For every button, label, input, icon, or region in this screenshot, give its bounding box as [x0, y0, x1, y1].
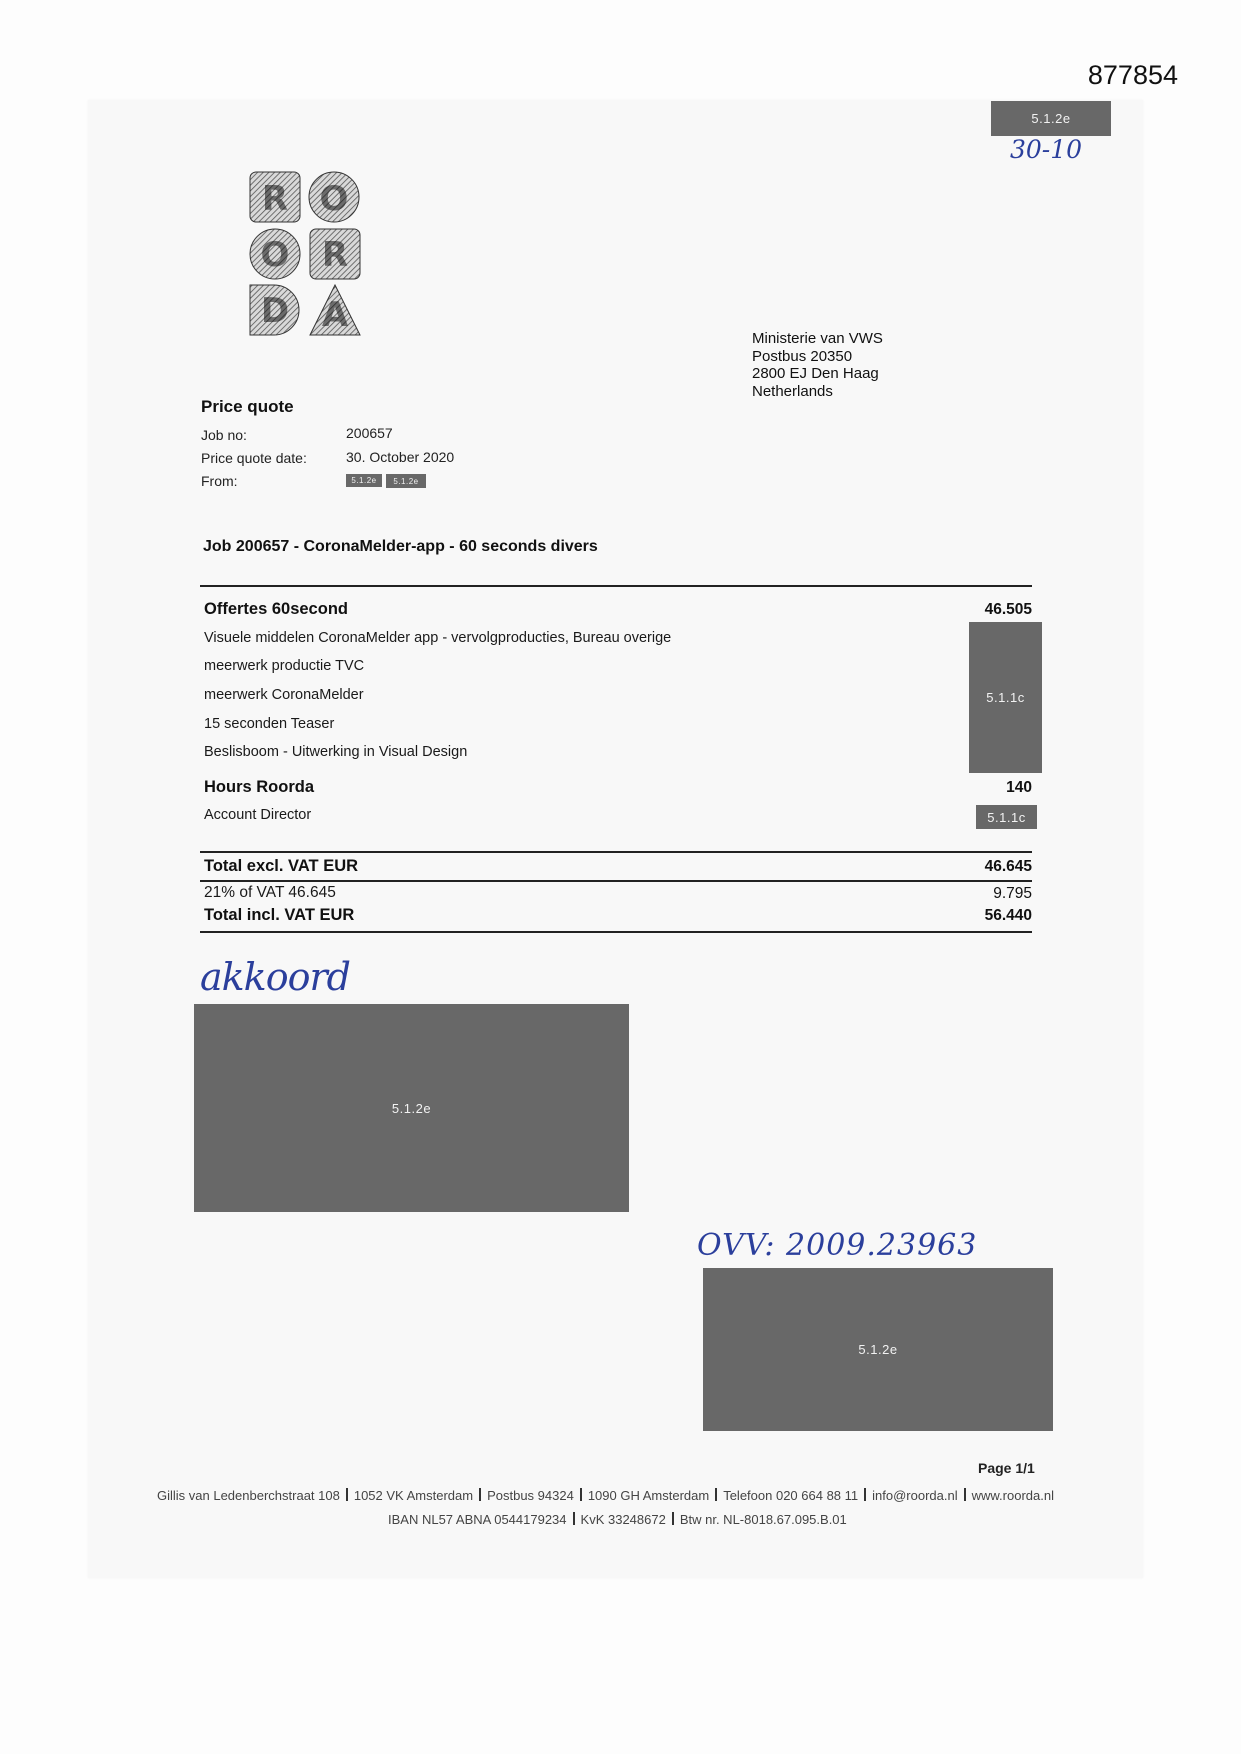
footer-postcode: 1052 VK Amsterdam [353, 1488, 474, 1503]
hours-item: Account Director [204, 807, 312, 823]
handwritten-date: 30-10 [1010, 135, 1083, 164]
divider-top [200, 585, 1032, 587]
logo-letter-5: D [260, 291, 290, 331]
job-no-value: 200657 [346, 425, 393, 441]
hours-amount-redaction: 5.1.1c [976, 805, 1037, 829]
from-redaction-1: 5.1.2e [346, 474, 382, 487]
logo-letter-3: O [260, 235, 290, 275]
quote-date-label: Price quote date: [201, 450, 307, 466]
roorda-logo [248, 170, 362, 338]
footer-btw: Btw nr. NL-8018.67.095.B.01 [679, 1512, 847, 1527]
handwritten-approval: akkoord [200, 955, 350, 999]
logo-letter-2: O [319, 179, 349, 219]
document-number: 877854 [1087, 60, 1178, 90]
logo-letter-6: A [321, 295, 349, 335]
footer-email: info@roorda.nl [872, 1488, 958, 1503]
offertes-amounts-redaction: 5.1.1c [969, 622, 1042, 773]
from-label: From: [201, 473, 238, 489]
vat-value: 9.795 [993, 885, 1032, 902]
job-title: Job 200657 - CoronaMelder-app - 60 seconds divers [203, 538, 598, 555]
footer-website: www.roorda.nl [971, 1488, 1054, 1503]
footer-iban: IBAN NL57 ABNA 0544179234 [388, 1512, 567, 1527]
footer-postbus-postcode: 1090 GH Amsterdam [587, 1488, 710, 1503]
redaction-top-right: 5.1.2e [991, 101, 1111, 136]
total-incl-value: 56.440 [984, 907, 1032, 924]
handwritten-ovv: OVV: 2009.23963 [697, 1228, 978, 1263]
stamp-redaction: 5.1.2e [703, 1268, 1053, 1431]
logo-letter-1: R [261, 179, 289, 219]
page-number: Page 1/1 [978, 1460, 1035, 1476]
footer-kvk: KvK 33248672 [580, 1512, 666, 1527]
total-excl-label: Total excl. VAT EUR [204, 857, 359, 875]
offertes-item-3: meerwerk CoronaMelder [204, 687, 364, 703]
roorda-logo-graphic [248, 170, 362, 338]
job-no-label: Job no: [201, 427, 247, 443]
total-excl-value: 46.645 [984, 858, 1032, 875]
hours-title: Hours Roorda [204, 778, 315, 796]
recipient-line-2: Postbus 20350 [752, 347, 853, 365]
recipient-line-3: 2800 EJ Den Haag [752, 365, 879, 382]
hours-total: 140 [1006, 779, 1032, 796]
from-redaction-2: 5.1.2e [386, 474, 426, 488]
offertes-total: 46.505 [984, 601, 1032, 618]
recipient-line-1: Ministerie van VWS [752, 330, 883, 347]
divider-totals-top [200, 851, 1032, 853]
price-quote-title: Price quote [201, 397, 294, 416]
footer-street: Gillis van Ledenberchstraat 108 [157, 1488, 340, 1503]
quote-date-value: 30. October 2020 [346, 449, 455, 465]
logo-letter-4: R [321, 235, 349, 275]
offertes-item-2: meerwerk productie TVC [204, 658, 365, 674]
divider-totals-mid [200, 880, 1032, 882]
footer-postbus: Postbus 94324 [487, 1488, 574, 1503]
signature-redaction: 5.1.2e [194, 1004, 629, 1212]
offertes-item-1: Visuele middelen CoronaMelder app - vervolgproducties, Bureau overige [204, 630, 672, 646]
divider-bottom [200, 931, 1032, 933]
footer-phone: Telefoon 020 664 88 11 [723, 1488, 859, 1503]
recipient-address [752, 330, 883, 400]
vat-label: 21% of VAT 46.645 [204, 884, 336, 901]
total-incl-label: Total incl. VAT EUR [204, 906, 355, 924]
offertes-title: Offertes 60second [204, 600, 348, 618]
recipient-line-4: Netherlands [752, 382, 833, 400]
offertes-item-4: 15 seconden Teaser [204, 716, 335, 732]
footer-line-1 [157, 1488, 1087, 1503]
offertes-item-5: Beslisboom - Uitwerking in Visual Design [204, 744, 468, 760]
footer-line-2 [388, 1512, 847, 1527]
